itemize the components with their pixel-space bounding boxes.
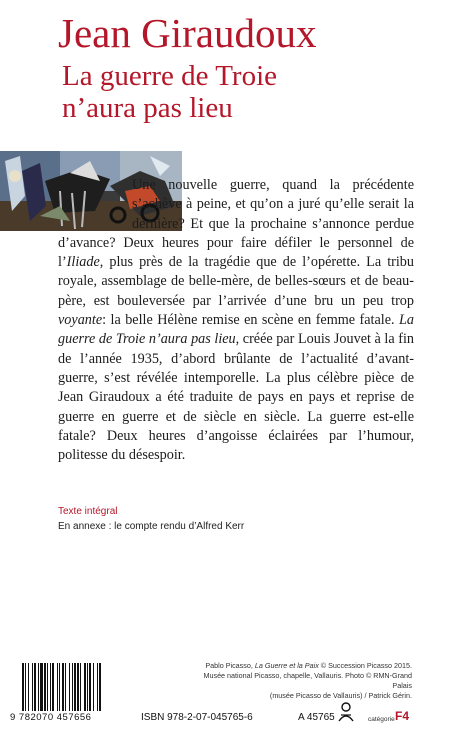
blurb-iliade: Iliade	[66, 254, 100, 271]
blurb-text-3: : la belle Hélène remise en scène en femme fatale.	[102, 312, 400, 329]
back-cover-blurb	[58, 176, 414, 465]
barcode-icon	[22, 663, 128, 711]
credits-line3: (musée Picasso de Vallauris) / Patrick Gérin.	[269, 691, 412, 700]
texte-integral-label: Texte intégral	[58, 506, 118, 517]
annexe-note: En annexe : le compte rendu d’Alfred Kerr	[58, 521, 245, 532]
credits-work-title: La Guerre et la Paix	[254, 661, 319, 670]
reference-code: A 45765	[298, 712, 335, 723]
isbn-number: ISBN 978-2-07-045765-6	[141, 712, 253, 723]
blurb-text-2: , plus près de la tragédie que de l’opérette. La tribu royale, assemblage de belle-mère, de belles-sœurs et de beau-père, est bouleversée par l’arrivée d’une bru un peu trop	[58, 254, 414, 309]
blurb-voyante: voyante	[58, 312, 103, 329]
categorie-label: catégorie	[368, 716, 395, 723]
book-title-line2: n’aura pas lieu	[62, 92, 233, 124]
book-title-line1: La guerre de Troie	[62, 60, 278, 92]
blurb-text-4: , créée par Louis Jouvet à la fin de l’année 1935, d’abord brûlante de l’actualité d’avant-guerre, s’est révélée intemporelle. La plus célèbre pièce de Jean Giraudoux a été traduite de pays en pays et reprise de guerre en guerre et de siècle en siècle. La guerre est-elle fatale? Deux heures d’angoisse éclairées par l’humour, politesse du désespoir.	[58, 331, 414, 464]
author-name: Jean Giraudoux	[58, 10, 317, 56]
blurb-text-1: Une nouvelle guerre, quand la précédente s’achève à peine, et qu’on a juré qu’elle serait la dernière? Et que la prochaine s’annonce perdue d’avance? Deux heures pour faire défiler le personnel de l’	[58, 177, 414, 271]
folio-logo-icon	[335, 701, 357, 723]
credits-line2: Musée national Picasso, chapelle, Vallauris. Photo © RMN-Grand Palais	[203, 671, 412, 690]
barcode-number: 9 782070 457656	[10, 712, 92, 723]
image-credits: Pablo Picasso, La Guerre et la Paix © Succession Picasso 2015. Musée national Picasso, chapelle, Vallauris. Photo © RMN-Grand Palais (musée Picasso de Vallauris) / Patrick Gérin.	[203, 661, 412, 700]
categorie-code: F4	[395, 709, 410, 723]
blurb-title-italic: La guerre de Troie n’aura pas lieu	[58, 312, 414, 348]
book-title	[62, 60, 277, 124]
